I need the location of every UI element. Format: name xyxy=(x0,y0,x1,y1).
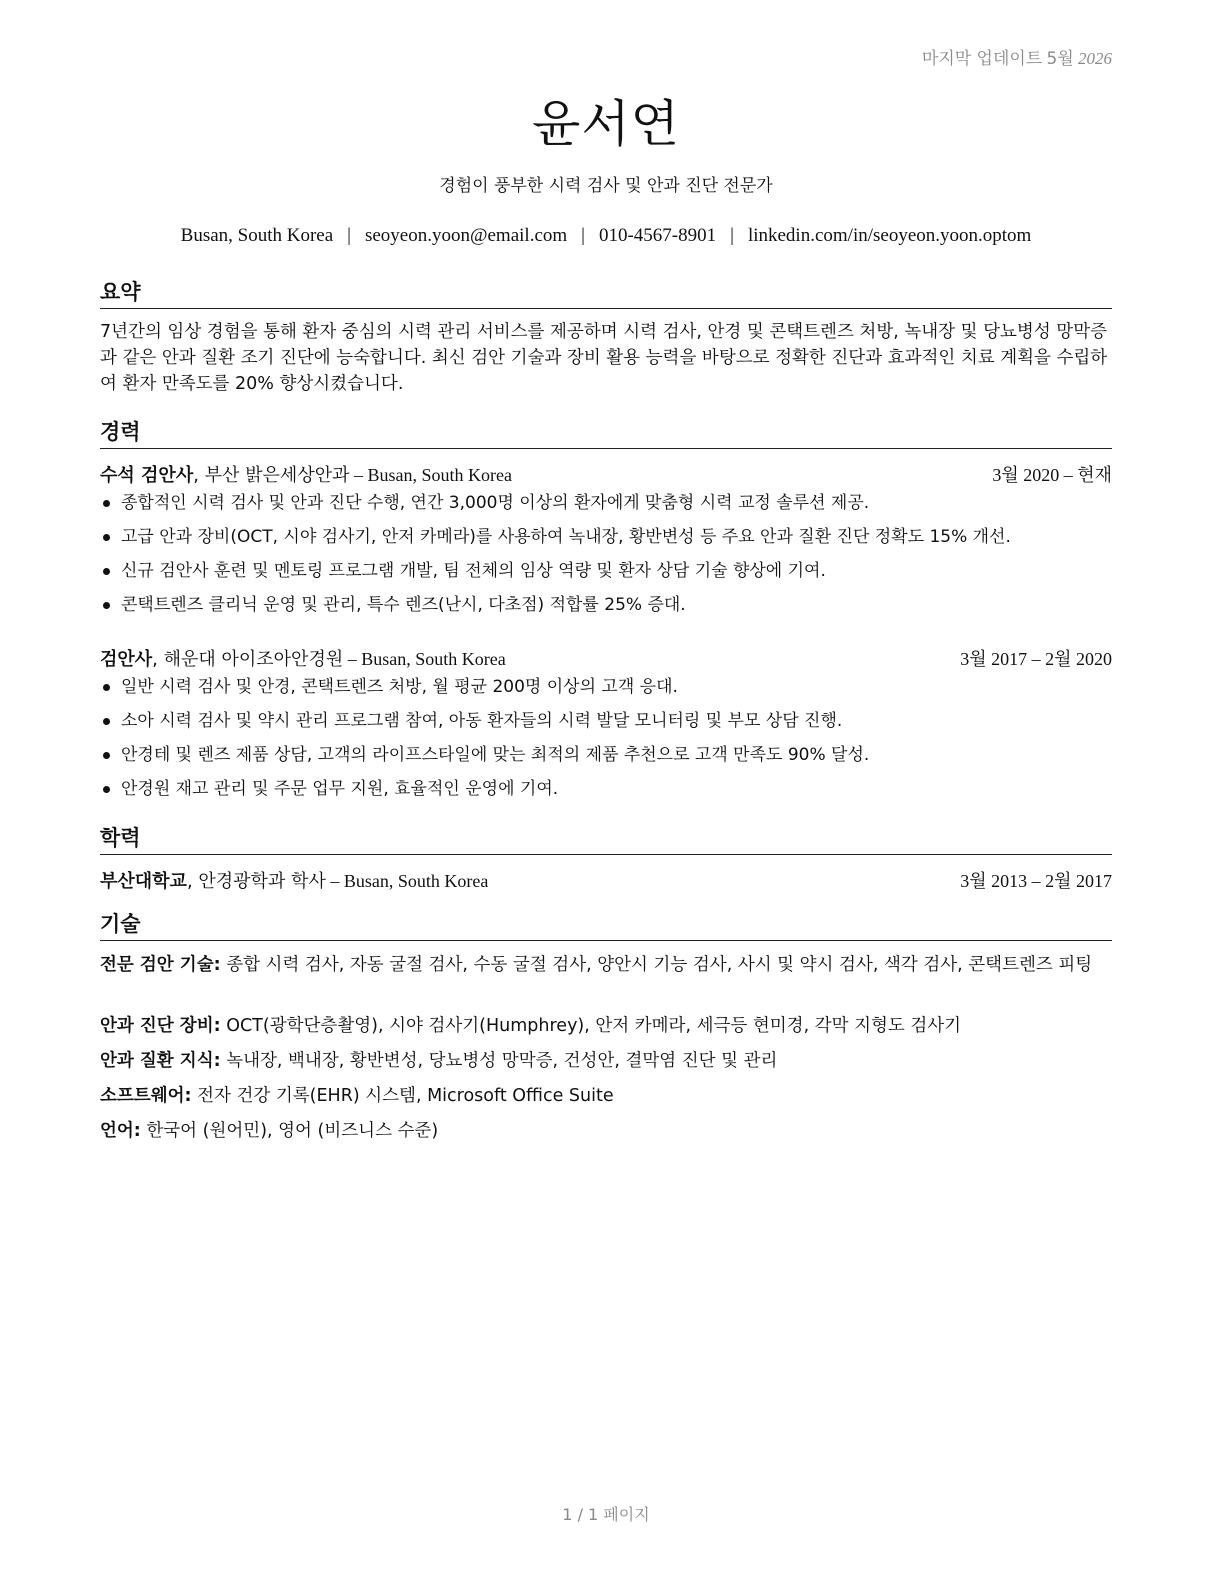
skill-label: 소프트웨어: xyxy=(100,1086,192,1106)
contact-separator: | xyxy=(581,225,585,246)
skill-label: 안과 진단 장비: xyxy=(100,1016,221,1036)
contact-line xyxy=(60,225,1152,247)
job-bullet: 신규 검안사 훈련 및 멘토링 프로그램 개발, 팀 전체의 임상 역량 및 환자 상담 기술 향상에 기여. xyxy=(100,558,1112,592)
job-org: , 해운대 아이조아안경원 xyxy=(152,649,344,670)
page-number: 1 / 1 페이지 xyxy=(562,1505,650,1524)
job-org: , 부산 밝은세상안과 xyxy=(193,465,350,486)
contact-phone: 010-4567-8901 xyxy=(598,225,717,246)
resume-page xyxy=(100,0,1112,1584)
candidate-name: 윤서연 xyxy=(532,95,680,153)
skill-value: 한국어 (원어민), 영어 (비즈니스 수준) xyxy=(140,1121,439,1141)
skill-value: 녹내장, 백내장, 황반변성, 당뇨병성 망막증, 건성안, 결막염 진단 및 관리 xyxy=(220,1051,778,1071)
job-dates: 3월 2020 – 현재 xyxy=(992,465,1112,485)
job-dates: 3월 2017 – 2월 2020 xyxy=(960,649,1112,669)
section-title-summary: 요약 xyxy=(100,276,1112,309)
skill-value: 종합 시력 검사, 자동 굴절 검사, 수동 굴절 검사, 양안시 기능 검사, 사시 및 약시 검사, 색각 검사, 콘택트렌즈 피팅 xyxy=(220,955,1093,975)
job-bullet: 종합적인 시력 검사 및 안과 진단 수행, 연간 3,000명 이상의 환자에게 맞춤형 시력 교정 솔루션 제공. xyxy=(100,490,1112,524)
job-role: 수석 검안사 xyxy=(100,465,194,486)
section-title-skills: 기술 xyxy=(100,908,1112,941)
skill-item xyxy=(100,952,1112,978)
skill-item xyxy=(100,1118,1112,1144)
last-updated-label: 마지막 업데이트 xyxy=(921,49,1043,69)
last-updated-year: 2026 xyxy=(1078,49,1112,68)
skill-label: 전문 검안 기술: xyxy=(100,955,221,975)
contact-email[interactable]: seoyeon.yoon@email.com xyxy=(364,225,568,246)
education-location: – Busan, South Korea xyxy=(325,871,489,891)
education-row xyxy=(100,867,1112,893)
job-header xyxy=(100,645,1112,671)
job-header xyxy=(100,461,1112,487)
last-updated xyxy=(922,44,1112,69)
contact-separator: | xyxy=(730,225,734,246)
skill-item xyxy=(100,1048,1112,1074)
job-bullets xyxy=(100,674,1112,810)
contact-linkedin[interactable]: linkedin.com/in/seoyeon.yoon.optom xyxy=(747,225,1032,246)
job-bullet: 소아 시력 검사 및 약시 관리 프로그램 참여, 아동 환자들의 시력 발달 모니터링 및 부모 상담 진행. xyxy=(100,708,1112,742)
summary-text: 7년간의 임상 경험을 통해 환자 중심의 시력 관리 서비스를 제공하며 시력 검사, 안경 및 콘택트렌즈 처방, 녹내장 및 당뇨병성 망막증과 같은 안과 질환 조기 진단에 능숙합니다. 최신 검안 기술과 장비 활용 능력을 바탕으로 정확한 진단과 효과적인 치료 계획을 수립하여 환자 만족도를 20% 향상시켰습니다. xyxy=(100,322,1108,394)
skill-label: 언어: xyxy=(100,1121,141,1141)
job-bullets xyxy=(100,490,1112,626)
section-title-education: 학력 xyxy=(100,822,1112,855)
section-title-experience: 경력 xyxy=(100,416,1112,449)
job-bullet: 안경테 및 렌즈 제품 상담, 고객의 라이프스타일에 맞는 최적의 제품 추천으로 고객 만족도 90% 달성. xyxy=(100,742,1112,776)
job-location: – Busan, South Korea xyxy=(343,649,506,669)
job-role: 검안사 xyxy=(100,649,153,670)
skill-value: 전자 건강 기록(EHR) 시스템, Microsoft Office Suite xyxy=(191,1086,614,1106)
skill-value: OCT(광학단층촬영), 시야 검사기(Humphrey), 안저 카메라, 세극등 현미경, 각막 지형도 검사기 xyxy=(220,1016,962,1036)
headline: 경험이 풍부한 시력 검사 및 안과 진단 전문가 xyxy=(439,176,773,196)
contact-location: Busan, South Korea xyxy=(180,225,334,246)
skill-item xyxy=(100,1083,1112,1109)
last-updated-month: 5월 xyxy=(1046,49,1074,69)
skill-item xyxy=(100,1013,1112,1039)
education-school: 부산대학교 xyxy=(100,871,187,892)
job-bullet: 일반 시력 검사 및 안경, 콘택트렌즈 처방, 월 평균 200명 이상의 고객 응대. xyxy=(100,674,1112,708)
contact-separator: | xyxy=(347,225,351,246)
education-dates: 3월 2013 – 2월 2017 xyxy=(960,871,1112,891)
job-bullet: 콘택트렌즈 클리닉 운영 및 관리, 특수 렌즈(난시, 다초점) 적합률 25% 증대. xyxy=(100,592,1112,626)
skill-label: 안과 질환 지식: xyxy=(100,1051,221,1071)
job-bullet: 고급 안과 장비(OCT, 시야 검사기, 안저 카메라)를 사용하여 녹내장, 황반변성 등 주요 안과 질환 진단 정확도 15% 개선. xyxy=(100,524,1112,558)
job-bullet: 안경원 재고 관리 및 주문 업무 지원, 효율적인 운영에 기여. xyxy=(100,776,1112,810)
job-location: – Busan, South Korea xyxy=(349,465,512,485)
education-degree: , 안경광학과 학사 xyxy=(186,871,326,892)
